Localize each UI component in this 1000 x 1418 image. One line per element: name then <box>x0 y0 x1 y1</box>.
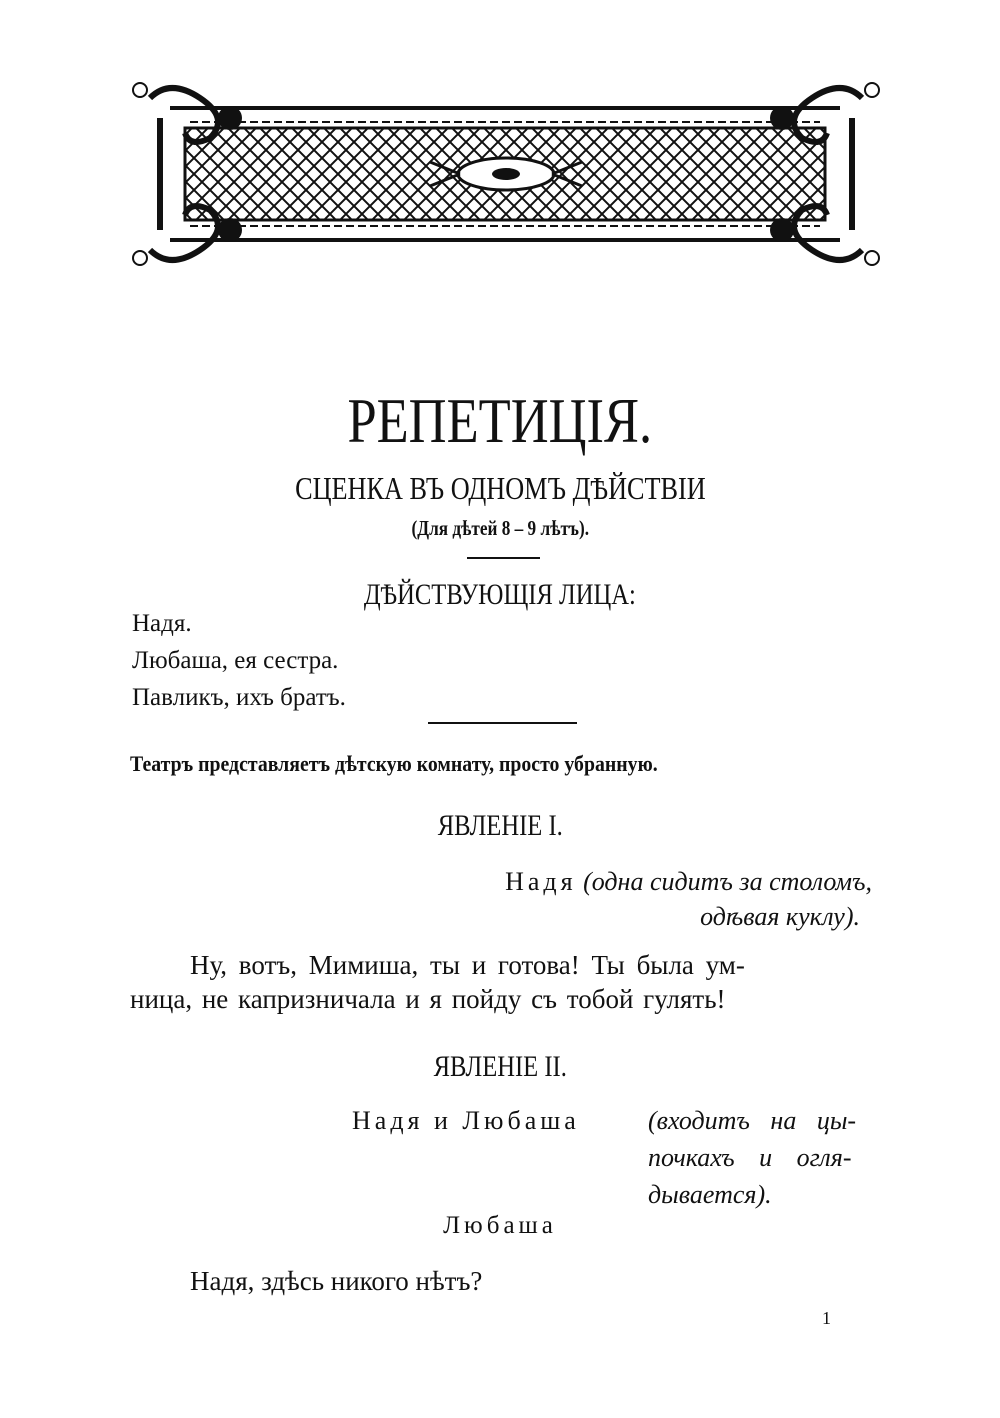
divider <box>467 557 540 559</box>
scene-1-cue: Надя (одна сидитъ за столомъ, <box>505 867 872 896</box>
scene-1-direction: одѣвая куклу). <box>700 902 860 931</box>
scene-2-speech: Надя, здѣсь никого нѣтъ? <box>190 1266 483 1296</box>
scene-1-speech: ница, не капризничала и я пойду съ тобой гулять! <box>130 984 726 1014</box>
divider <box>428 722 577 724</box>
scene-2-direction: (входитъ на цы- <box>648 1106 857 1135</box>
cast-item: Павликъ, ихъ братъ. <box>132 684 346 711</box>
speaker-name: Любаша <box>443 1212 557 1239</box>
play-title: РЕПЕТИЦІЯ. <box>347 385 653 456</box>
cast-item: Надя. <box>132 610 192 637</box>
scene-2-heading: ЯВЛЕНІЕ II. <box>433 1050 567 1083</box>
scene-1-speech: Ну, вотъ, Мимиша, ты и готова! Ты была ум- <box>190 950 745 980</box>
play-subtitle: СЦЕНКА ВЪ ОДНОМЪ ДѢЙСТВІИ <box>294 470 706 506</box>
scene-2-direction: почкахъ и огля- <box>648 1143 852 1172</box>
scene-1-heading: ЯВЛЕНІЕ I. <box>437 809 563 842</box>
cast-heading: ДѢЙСТВУЮЩІЯ ЛИЦА: <box>364 578 636 611</box>
cast-item: Любаша, ея сестра. <box>132 647 339 674</box>
stage-setting: Театръ представляетъ дѣтскую комнату, просто убранную. <box>130 751 658 776</box>
scene-2-speakers: Надя и Любаша <box>352 1106 580 1135</box>
page-number: 1 <box>822 1308 831 1328</box>
decorative-headpiece-icon <box>130 78 882 270</box>
age-note: (Для дѣтей 8 – 9 лѣтъ). <box>411 516 589 540</box>
scene-2-direction: дывается). <box>648 1180 772 1209</box>
